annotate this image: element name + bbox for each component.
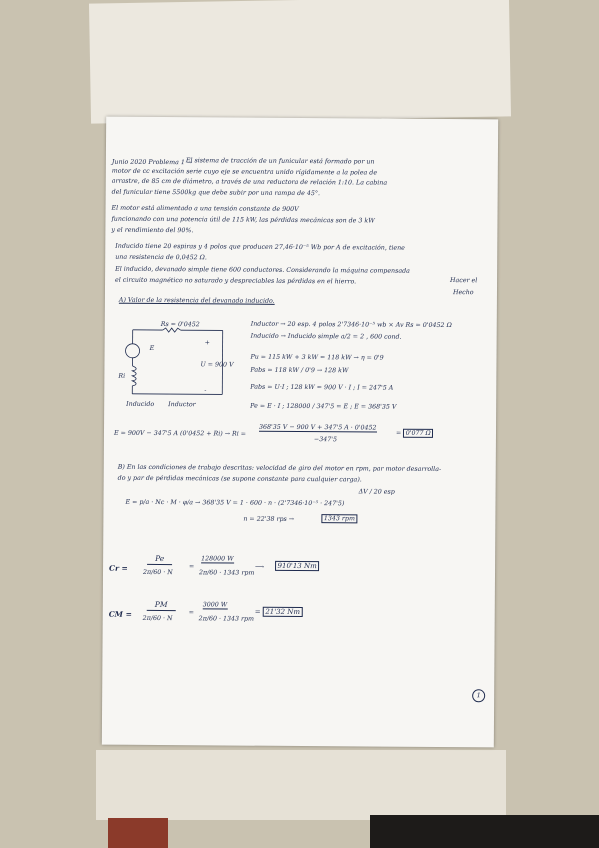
part-a-work-line: Pu = 115 kW + 3 kW = 118 kW → η = 0'9 [250,353,384,362]
cr-result [275,562,319,570]
problem-line: funcionando con una potencia útil de 115 kW, las pérdidas mecánicas son de 3 kW [111,215,375,225]
part-b-title: B) En las condiciones de trabajo descritas: velocidad de giro del motor en rpm, par motor desarrolla- [117,463,442,473]
cr-numerator: Pe [147,555,172,565]
circuit-plus: + [204,339,210,347]
rpm-result-box: 1343 rpm [321,514,357,523]
cm-denominator-value: 2π/60 · 1343 rpm [198,615,255,623]
part-a-equation: E = 900V − 347'5 A (0'0452 + Ri) → Ri = [113,429,247,438]
part-b-title-line2: do y par de pérdidas mecánicas (se supone constante para cualquier carga). [117,474,362,484]
problem-line: y el rendimiento del 90%. [111,226,194,235]
circuit-inductor-label: Inductor [168,401,196,409]
cr-numerator-value: 128000 W [201,555,234,563]
cr-arrow: ⟶ [255,563,265,571]
part-a-fraction-numerator: 368'35 V − 900 V + 347'5 A · 0'0452 [259,423,377,432]
circuit-ri-label: Ri [118,372,126,380]
part-a-work-line: Pe = E · I ; 128000 / 347'5 = E ; E = 368'35 V [250,402,397,411]
problem-line: el circuito magnético no saturado y despreciables las pérdidas en el hierro. [115,276,357,286]
part-a-result-box: 0'077 Ω [403,429,433,438]
cm-label: CM = [108,609,132,619]
cm-result: = 21'32 Nm [255,608,303,616]
background-sheet-bottom [96,750,506,820]
cr-denominator: 2π/60 · N [142,568,173,577]
part-b-eq2: n = 22'38 rps → [243,515,295,523]
problem-line: El inducido, devanado simple tiene 600 conductores. Considerando la máquina compensada [115,265,410,275]
page-number [472,689,485,702]
part-a-work-line: Inductor → 20 esp. 4 polos 2'7346·10⁻⁵ wb × Av Rs = 0'0452 Ω [250,320,452,330]
part-a-result: = 0'077 Ω [396,430,433,437]
problem-line: del funicular tiene 5500kg que debe subir por una rampa de 45°. [111,188,321,198]
problem-line: El sistema de tracción de un funicular está formado por un [185,157,375,166]
circuit-minus: - [204,387,207,395]
problem-line: una resistencia de 0,0452 Ω. [115,253,207,262]
cm-equals: = [188,609,195,617]
problem-line: El motor está alimentado a una tensión constante de 900V [111,204,299,213]
circuit-inducido-label: Inducido [126,400,155,408]
part-a-title: A) Valor de la resistencia del devanado inducido. [118,296,275,305]
part-b-eq2-result [321,515,357,522]
cm-denominator: 2π/60 · N [142,614,173,623]
cr-label: Cr = [109,563,128,573]
part-b-eq1-note: ΔV / 20 esp [358,488,395,496]
part-b-eq1: E = p/a · Nc · M · φ/a → 368'35 V = 1 · 600 · n · (2'7346·10⁻⁵ · 247'5) [125,498,345,508]
problem-line: Inducido tiene 20 espiras y 4 polos que producen 27,46·10⁻⁵ Wb por A de excitación, tiene [115,242,405,252]
background-dark-surface [370,815,599,848]
cm-numerator-value: 3000 W [202,601,228,609]
problem-line: arrastre, de 85 cm de diámetro, a través de una reductora de relación 1:10. La cabina [111,177,388,187]
part-a-work-line: Pabs = U·I ; 128 kW = 900 V · I ; I = 247'5 A [250,383,394,392]
cm-result-box: 21'32 Nm [263,607,303,617]
handwritten-page [102,117,498,748]
part-a-work-line: Inducido → Inducido simple a/2 = 2 , 600 cond. [250,332,402,341]
cr-result-box: 910'13 Nm [275,561,319,571]
circuit-rs-label: Rs = 0'0452 [160,321,200,329]
part-a-work-line: Pabs = 118 kW / 0'9 → 128 kW [250,366,349,375]
margin-note: Hecho [452,289,474,297]
circuit-e-label: E [149,344,155,352]
page-number-text: 1 [476,691,481,700]
part-a-fraction-denominator: −347'5 [313,436,338,444]
problem-header: Junio 2020 Problema 1 → [111,158,193,167]
margin-note: Hacer el [450,277,478,285]
background-red-object [108,818,168,848]
cr-denominator-value: 2π/60 · 1343 rpm [198,569,255,577]
cr-equals: = [189,563,195,571]
problem-line: motor de cc excitación serie cuyo eje se encuentra unido rígidamente a la polea de [111,167,378,177]
cm-numerator: PM [147,601,176,611]
background-sheet [89,0,511,124]
circuit-u-label: U = 900 V [200,361,234,369]
